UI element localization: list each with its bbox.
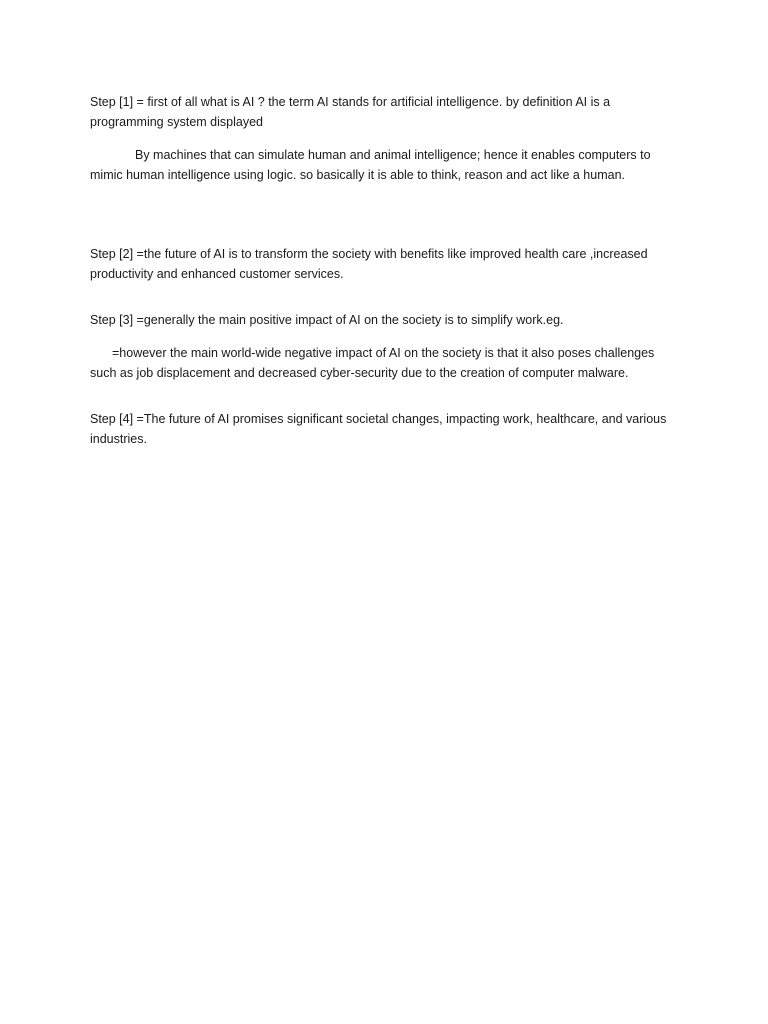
document-body bbox=[90, 92, 680, 449]
paragraph-step-1: Step [1] = first of all what is AI ? the term AI stands for artificial intelligence. by definition AI is a programming system displayed bbox=[90, 95, 611, 129]
paragraph-step-3-continued: =however the main world-wide negative impact of AI on the society is that it also poses challenges such as job displacement and decreased cyber-security due to the creation of computer malware. bbox=[90, 346, 655, 380]
paragraph-step-2: Step [2] =the future of AI is to transform the society with benefits like improved health care ,increased productivity and enhanced customer services. bbox=[90, 247, 648, 281]
paragraph-step-4: Step [4] =The future of AI promises significant societal changes, impacting work, healthcare, and various industries. bbox=[90, 412, 667, 446]
paragraph-step-1-continued: By machines that can simulate human and animal intelligence; hence it enables computers to mimic human intelligence using logic. so basically it is able to think, reason and act like a human. bbox=[90, 148, 651, 182]
paragraph-step-3: Step [3] =generally the main positive impact of AI on the society is to simplify work.eg. bbox=[90, 313, 564, 327]
